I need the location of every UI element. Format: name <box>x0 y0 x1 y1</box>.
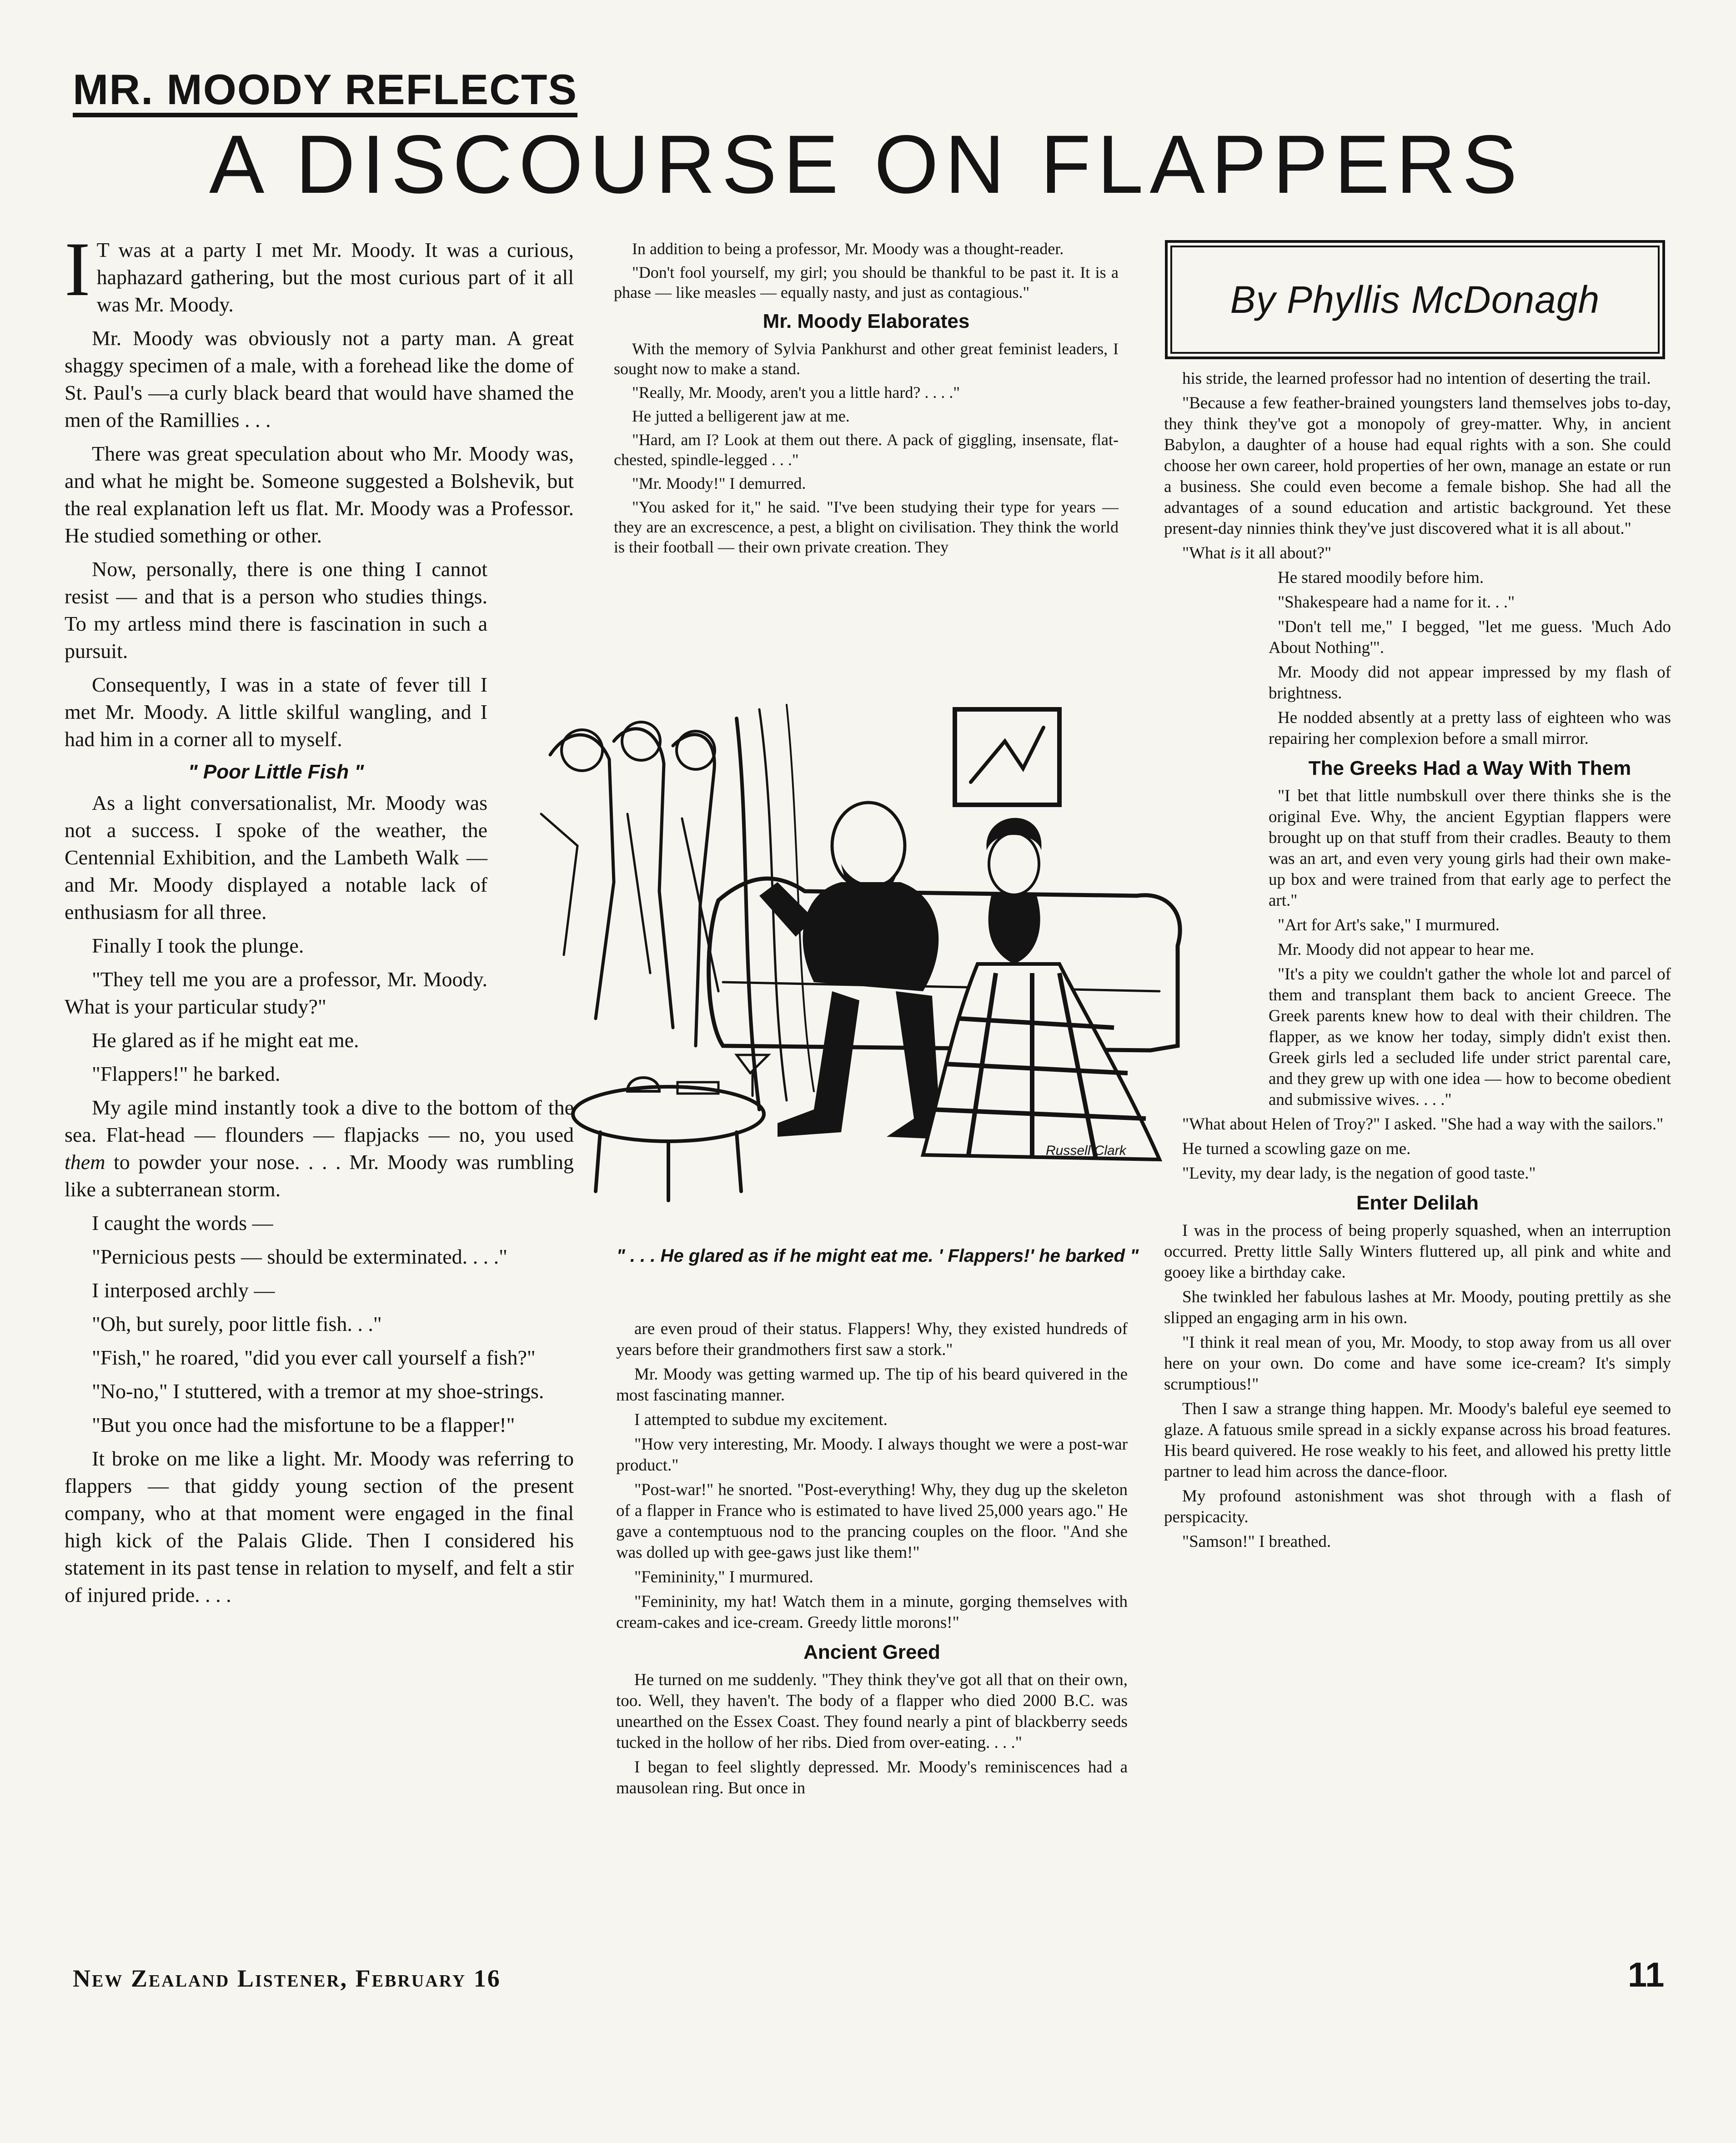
paragraph: With the memory of Sylvia Pankhurst and other great feminist leaders, I sought now to make a stand. <box>614 340 1119 378</box>
paragraph: Consequently, I was in a state of fever till I met Mr. Moody. A little skilful wangling, and I had him in a corner all to myself. <box>65 673 487 751</box>
paragraph: He turned a scowling gaze on me. <box>1182 1139 1411 1158</box>
paragraph: "Femininity," I murmured. <box>634 1568 813 1586</box>
paragraph: He jutted a belligerent jaw at me. <box>632 407 850 425</box>
subheading: Enter Delilah <box>1356 1192 1479 1214</box>
paragraph: "Don't tell me," I begged, "let me guess. 'Much Ado About Nothing'". <box>1269 617 1671 657</box>
article-column-3 <box>1164 368 1671 1556</box>
byline-box <box>1165 240 1665 359</box>
curtain <box>737 718 759 1109</box>
paragraph: "Levity, my dear lady, is the negation of good taste." <box>1182 1164 1536 1183</box>
paragraph: It broke on me like a light. Mr. Moody was referring to flappers — that giddy young section of the present company, who at that moment were engaged in the final high kick of the Palais Glide. Then I considered his statement in its past tense in relation to myself, and felt a stir of injured pride. . . . <box>65 1447 574 1606</box>
dancing-couples <box>541 722 718 1046</box>
paragraph: "Oh, but surely, poor little fish. . ." <box>92 1312 382 1335</box>
byline: By Phyllis McDonagh <box>1230 278 1600 321</box>
paragraph: He glared as if he might eat me. <box>92 1029 359 1052</box>
paragraph: My profound astonishment was shot through with a flash of perspicacity. <box>1164 1487 1671 1526</box>
paragraph: "Art for Art's sake," I murmured. <box>1278 916 1500 934</box>
paragraph: Mr. Moody was obviously not a party man. A great shaggy specimen of a male, with a forehead like the dome of St. Paul's —a curly black beard that would have shamed the men of the Ramillies . . . <box>65 326 574 432</box>
paragraph: "It's a pity we couldn't gather the whole lot and parcel of them and transplant them back to ancient Greece. The Greek parents knew how to deal with their children. The flapper, as we know her today, simply didn't exist then. Greek girls led a secluded life under strict parental care, and they grew up with one idea — how to become obedient and submissive wives. . . ." <box>1269 965 1671 1109</box>
page-number: 11 <box>1628 1956 1665 1994</box>
paragraph: As a light conversationalist, Mr. Moody was not a success. I spoke of the weather, the Centennial Exhibition, and the Lambeth Walk — and Mr. Moody displayed a notable lack of enthusiasm for all three. <box>65 791 487 923</box>
flapper-figure <box>923 818 1159 1159</box>
indented-block <box>1164 567 1671 1110</box>
cartoon-illustration <box>523 700 1196 1214</box>
paragraph: He stared moodily before him. <box>1278 568 1484 587</box>
paragraph: "Flappers!" he barked. <box>92 1062 281 1085</box>
paragraph: There was great speculation about who Mr. Moody was, and what he might be. Someone suggested a Bolshevik, but the real explanation left us flat. Mr. Moody was a Professor. He studied something or other. <box>65 442 574 547</box>
paragraph: I was in the process of being properly squashed, when an interruption occurred. Pretty little Sally Winters fluttered up, all pink and white and gooey like a birthday cake. <box>1164 1221 1671 1282</box>
paragraph: "Shakespeare had a name for it. . ." <box>1278 593 1515 612</box>
article-column-1 <box>65 226 574 1615</box>
paragraph: She twinkled her fabulous lashes at Mr. Moody, pouting prettily as she slipped an engaging arm in his own. <box>1164 1288 1671 1327</box>
illustration-caption: " . . . He glared as if he might eat me. ' Flappers!' he barked " <box>616 1246 1139 1266</box>
paragraph: Mr. Moody was getting warmed up. The tip of his beard quivered in the most fascinating manner. <box>616 1365 1128 1405</box>
paragraph: Finally I took the plunge. <box>92 934 304 957</box>
publication-footer: New Zealand Listener, February 16 <box>73 1965 501 1992</box>
mr-moody-figure <box>759 803 941 1139</box>
paragraph: "What about Helen of Troy?" I asked. "She had a way with the sailors." <box>1182 1115 1664 1134</box>
paragraph: "Mr. Moody!" I demurred. <box>632 474 806 492</box>
paragraph: I began to feel slightly depressed. Mr. Moody's reminiscences had a mausolean ring. But once in <box>616 1758 1128 1797</box>
paragraph: "I bet that little numbskull over there thinks she is the original Eve. Why, the ancient Egyptian flappers were brought up on that stuff from their cradles. Beauty to them was an art, and even very young girls had their own make-up box and were trained from that early age to perfect the art." <box>1269 787 1671 910</box>
paragraph: I interposed archly — <box>92 1279 275 1302</box>
paragraph: Mr. Moody did not appear to hear me. <box>1278 940 1535 959</box>
drop-cap: I <box>65 226 90 312</box>
subheading: The Greeks Had a Way With Them <box>1308 757 1631 779</box>
paragraph: "You asked for it," he said. "I've been studying their type for years — they are an excrescence, a pest, a blight on civilisation. They think the world is their football — their own private creation. They <box>614 498 1119 556</box>
paragraph: Then I saw a strange thing happen. Mr. Moody's baleful eye seemed to glaze. A fatuous smile spread in a sickly expanse across his broad features. His beard quivered. He rose weakly to his feet, and allowed his pretty little partner to lead him across the dance-floor. <box>1164 1400 1671 1481</box>
paragraph: "Post-war!" he snorted. "Post-everything! Why, they dug up the skeleton of a flapper in France who is estimated to have lived 25,000 years ago." He gave a contemptuous nod to the prancing couples on the floor. "And she was dolled up with gee-gaws just like them!" <box>616 1481 1128 1562</box>
article-column-2-bottom <box>616 1319 1128 1802</box>
paragraph: Now, personally, there is one thing I cannot resist — and that is a person who studies things. To my artless mind there is fascination in such a pursuit. <box>65 557 487 662</box>
paragraph: Mr. Moody did not appear impressed by my flash of brightness. <box>1269 663 1671 703</box>
paragraph: "How very interesting, Mr. Moody. I always thought we were a post-war product." <box>616 1435 1128 1475</box>
paragraph: I attempted to subdue my excitement. <box>634 1410 888 1429</box>
article-column-2-top <box>614 239 1119 561</box>
artist-signature: Russell Clark <box>1046 1143 1126 1158</box>
opening-paragraph: I T was at a party I met Mr. Moody. It was a curious, haphazard gathering, but the most curious part of it all was Mr. Moody. <box>65 226 574 316</box>
subheading: " Poor Little Fish " <box>188 761 364 783</box>
subheading: Mr. Moody Elaborates <box>763 310 970 332</box>
paragraph: He turned on me suddenly. "They think they've got all that on their own, too. Well, they haven't. The body of a flapper who died 2000 B.C. was unearthed on the Essex Coast. They found nearly a pint of blackberry seeds tucked in the hollow of her ribs. Died from over-eating. . . ." <box>616 1671 1128 1752</box>
paragraph: "Hard, am I? Look at them out there. A pack of giggling, insensate, flat-chested, spindle-legged . . ." <box>614 431 1119 469</box>
paragraph: "I think it real mean of you, Mr. Moody, to stop away from us all over here on your own. Do come and have some ice-cream? It's simply scrumptious!" <box>1164 1333 1671 1394</box>
paragraph: "Fish," he roared, "did you ever call yourself a fish?" <box>92 1346 536 1369</box>
paragraph: "But you once had the misfortune to be a flapper!" <box>92 1413 515 1436</box>
paragraph: "Really, Mr. Moody, aren't you a little hard? . . . ." <box>632 383 960 401</box>
paragraph: I caught the words — <box>92 1211 273 1235</box>
wall-picture-frame <box>955 709 1059 805</box>
paragraph: "No-no," I stuttered, with a tremor at my shoe-strings. <box>92 1380 544 1403</box>
paragraph: are even proud of their status. Flappers! Why, they existed hundreds of years before their grandmothers first saw a stork." <box>616 1320 1128 1359</box>
paragraph: "They tell me you are a professor, Mr. Moody. What is your particular study?" <box>65 968 487 1018</box>
subheading: Ancient Greed <box>803 1641 940 1663</box>
paragraph: "Femininity, my hat! Watch them in a minute, gorging themselves with cream-cakes and ice-cream. Greedy little morons!" <box>616 1592 1128 1632</box>
paragraph: "Pernicious pests — should be exterminated. . . ." <box>92 1245 507 1268</box>
paragraph: "What is it all about?" <box>1182 544 1332 562</box>
paragraph: "Don't fool yourself, my girl; you should be thankful to be past it. It is a phase — like measles — equally nasty, and just as contagious." <box>614 263 1119 301</box>
paragraph: his stride, the learned professor had no intention of deserting the trail. <box>1182 369 1651 388</box>
headline: A DISCOURSE ON FLAPPERS <box>209 118 1524 211</box>
section-kicker: MR. MOODY REFLECTS <box>73 68 577 117</box>
paragraph: "Because a few feather-brained youngsters land themselves jobs to-day, they think they've got a monopoly of grey-matter. Why, in ancient Babylon, a daughter of a house had equal rights with a son. She could choose her own career, hold properties of her own, manage an estate or run a business. She could even become a female bishop. She had all the advantages of a sound education and artistic background. Yet these present-day ninnies think they've just discovered what it is all about." <box>1164 394 1671 538</box>
paragraph: "Samson!" I breathed. <box>1182 1532 1331 1551</box>
paragraph: My agile mind instantly took a dive to the bottom of the sea. Flat-head — flounders — flapjacks — no, you used them to powder your nose. . . . Mr. Moody was rumbling like a subterranean storm. <box>65 1096 574 1201</box>
paragraph: In addition to being a professor, Mr. Moody was a thought-reader. <box>632 240 1064 258</box>
paragraph: He nodded absently at a pretty lass of eighteen who was repairing her complexion before a small mirror. <box>1269 708 1671 748</box>
